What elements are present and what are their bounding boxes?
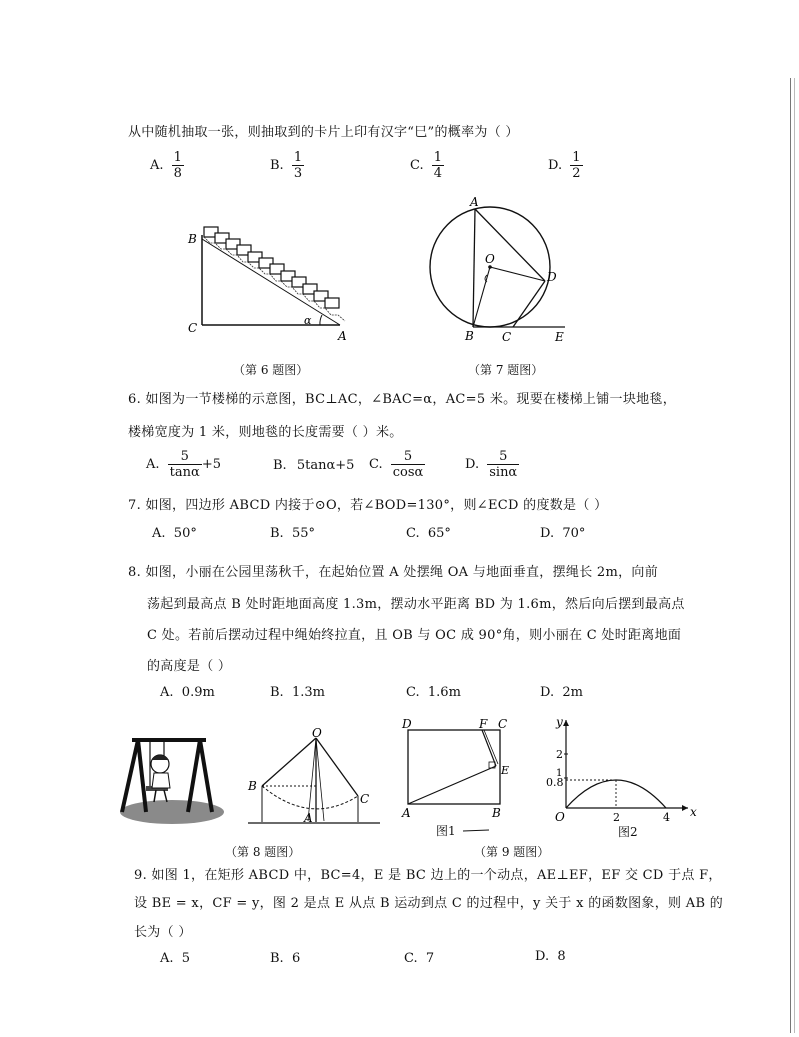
label-C: C	[360, 792, 370, 806]
figure-9-caption: （第 9 题图）	[474, 845, 550, 859]
q9-option-d[interactable]: D. 8	[535, 949, 566, 964]
option-text: 5tanα+5	[296, 458, 355, 473]
option-label: B.	[273, 458, 287, 473]
q8-option-d[interactable]: D. 2m	[540, 685, 583, 700]
q5-option-a[interactable]	[150, 150, 184, 181]
tick-y-2: 2	[556, 748, 563, 761]
q7-option-b[interactable]: B. 55°	[270, 526, 315, 541]
option-label: A.	[150, 158, 164, 173]
option-label: B.	[270, 158, 284, 173]
q8-stem-line3: C 处。若前后摆动过程中绳始终拉直，且 OB 与 OC 成 90°角，则小丽在 C 处时距离地面	[147, 628, 682, 643]
q9-option-b[interactable]: B. 6	[270, 951, 301, 966]
q6-stem-line2: 楼梯宽度为 1 米，则地毯的长度需要（ ）米。	[128, 425, 403, 440]
tick-y-0.8: 0.8	[546, 776, 564, 789]
label-alpha: α	[304, 314, 312, 327]
label-A: A	[470, 195, 479, 209]
tick-y-1: 1	[556, 768, 563, 779]
figure-6-caption: （第 6 题图）	[233, 363, 309, 377]
q7-option-a[interactable]: A. 50°	[152, 526, 197, 541]
figure-7-circle	[425, 195, 585, 350]
figure-8-swing-illustration	[112, 728, 227, 828]
figure-9-fig1-label: 图1	[436, 820, 516, 838]
figure-9-rectangle	[398, 714, 513, 824]
fraction: $\frac{1}{2}$	[572, 150, 581, 181]
axis-y-label: y	[556, 715, 563, 729]
figure-6-staircase	[180, 205, 370, 350]
tick-x-4: 4	[663, 811, 670, 824]
q5-option-d[interactable]	[548, 150, 583, 181]
label-E: E	[555, 330, 564, 344]
q8-option-a[interactable]: A. 0.9m	[160, 685, 215, 700]
q6-option-a[interactable]	[146, 449, 221, 480]
option-label: A.	[146, 457, 160, 472]
option-label: D.	[465, 457, 480, 472]
page-border-shadow	[794, 78, 795, 1033]
label-B: B	[188, 232, 197, 246]
q8-option-b[interactable]: B. 1.3m	[270, 685, 325, 700]
label-A: A	[402, 806, 411, 820]
q9-stem-line1: 9. 如图 1，在矩形 ABCD 中，BC=4，E 是 BC 边上的一个动点，AE⊥EF，EF 交 CD 于点 F，	[134, 868, 722, 883]
label-O: O	[312, 726, 322, 740]
q7-option-c[interactable]: C. 65°	[406, 526, 451, 541]
fraction: $\frac{1}{4}$	[433, 150, 443, 181]
label-O: O	[485, 252, 495, 266]
figure-9-graph	[538, 712, 698, 827]
q8-stem-line4: 的高度是（ ）	[147, 659, 232, 674]
q5-option-b[interactable]	[270, 150, 304, 181]
q6-stem-line1: 6. 如图为一节楼梯的示意图，BC⊥AC，∠BAC=α，AC=5 米。现要在楼梯上铺一块地毯，	[128, 392, 677, 407]
q8-stem-line2: 荡起到最高点 B 处时距地面高度 1.3m，摆动水平距离 BD 为 1.6m，然后向后摆到最高点	[147, 597, 685, 612]
label-D: D	[547, 270, 557, 284]
label-C: C	[502, 330, 512, 344]
label-E: E	[501, 764, 510, 777]
q9-stem-line3: 长为（ ）	[134, 925, 192, 940]
fraction: $\frac{5}{\cos\alpha}$	[392, 449, 424, 480]
fraction: $\frac{5}{\sin\alpha}$	[489, 449, 518, 480]
q6-option-d[interactable]	[465, 449, 519, 480]
q5-option-c[interactable]	[410, 150, 444, 181]
q9-stem-line2: 设 BE = x，CF = y，图 2 是点 E 从点 B 运动到点 C 的过程中，y 关于 x 的函数图象，则 AB 的	[134, 896, 724, 911]
fraction: $\frac{5}{\tan\alpha}$	[169, 449, 200, 480]
q5-stem: 从中随机抽取一张，则抽取到的卡片上印有汉字“巳”的概率为（ ）	[128, 125, 519, 140]
q9-option-a[interactable]: A. 5	[160, 951, 191, 966]
label-B: B	[492, 806, 501, 820]
fraction: $\frac{1}{3}$	[293, 150, 303, 181]
q6-option-b[interactable]	[273, 458, 354, 473]
q6-option-c[interactable]	[369, 449, 425, 480]
q7-option-d[interactable]: D. 70°	[540, 526, 586, 541]
label-D: D	[402, 717, 412, 731]
origin-label: O	[555, 810, 565, 824]
figure-8-geometry	[240, 726, 385, 831]
label-A: A	[304, 811, 313, 825]
q7-stem: 7. 如图，四边形 ABCD 内接于⊙O，若∠BOD=130°，则∠ECD 的度数是（ ）	[128, 498, 608, 513]
label-B: B	[465, 329, 474, 343]
option-label: C.	[410, 158, 424, 173]
q9-option-c[interactable]: C. 7	[404, 951, 435, 966]
page-border	[790, 78, 791, 1033]
axis-x-label: x	[690, 805, 697, 819]
figure-9-fig2-label: 图2	[618, 825, 638, 839]
figure-8-caption: （第 8 题图）	[225, 845, 301, 859]
q8-option-c[interactable]: C. 1.6m	[406, 685, 461, 700]
label-A: A	[338, 329, 347, 343]
label-B: B	[248, 779, 257, 793]
label-C: C	[188, 321, 198, 335]
q8-stem-line1: 8. 如图，小丽在公园里荡秋千，在起始位置 A 处摆绳 OA 与地面垂直，摆绳长 2m，向前	[128, 565, 659, 580]
fraction: $\frac{1}{8}$	[173, 150, 182, 181]
label-F: F	[479, 717, 488, 731]
tick-x-2: 2	[613, 811, 620, 824]
option-tail: +5	[201, 457, 221, 472]
label-C: C	[498, 717, 508, 731]
option-label: D.	[548, 158, 563, 173]
option-label: C.	[369, 457, 383, 472]
figure-7-caption: （第 7 题图）	[468, 363, 544, 377]
